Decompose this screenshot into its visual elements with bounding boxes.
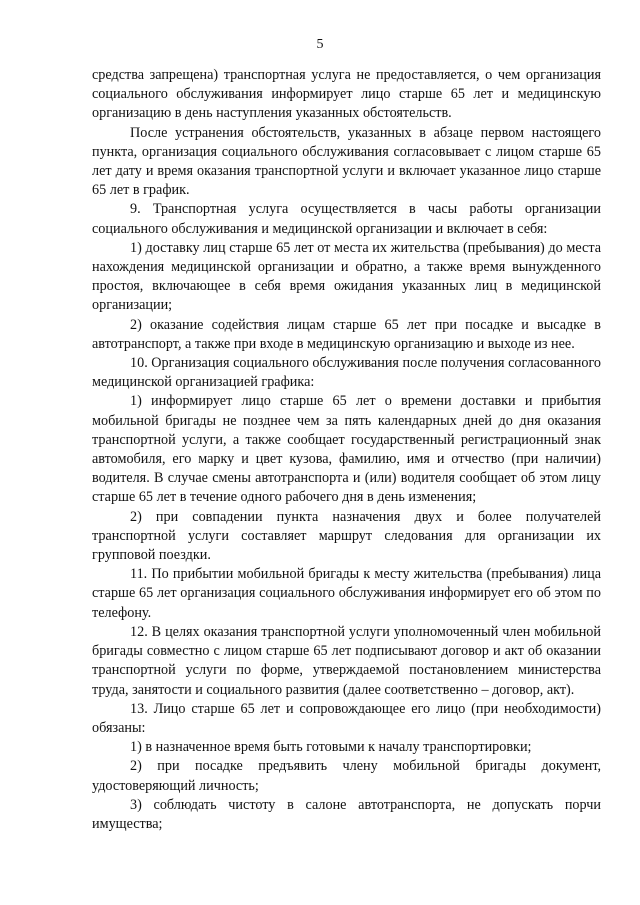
paragraph: После устранения обстоятельств, указанных в абзаце первом настоящего пункта, организация социального обслуживания согласовывает с лицом старше 65 лет дату и время оказания транспортной услуги и включает указанное лицо старше 65 лет в график.	[92, 124, 601, 199]
paragraph: 1) в назначенное время быть готовыми к началу транспортировки;	[130, 739, 532, 756]
paragraph: 2) при посадке предъявить члену мобильной бригады документ, удостоверяющий личность;	[92, 758, 601, 794]
paragraph: средства запрещена) транспортная услуга не предоставляется, о чем организация социального обслуживания информирует лицо старше 65 лет и медицинскую организацию в день наступления указанных обстоятельств.	[92, 67, 601, 122]
paragraph: 11. По прибытии мобильной бригады к месту жительства (пребывания) лица старше 65 лет организация социального обслуживания информирует его об этом по телефону.	[92, 566, 601, 621]
paragraph: 10. Организация социального обслуживания после получения согласованного медицинской организацией графика:	[92, 355, 602, 391]
paragraph: 1) доставку лиц старше 65 лет от места их жительства (пребывания) до места нахождения медицинской организации и обратно, а также время вынужденного простоя, включающее в себя время ожидания указанных лиц в медицинской организации;	[92, 239, 601, 314]
paragraph: 9. Транспортная услуга осуществляется в часы работы организации социального обслуживания и медицинской организации и включает в себя:	[92, 201, 601, 237]
paragraph: 3) соблюдать чистоту в салоне автотранспорта, не допускать порчи имущества;	[92, 796, 601, 832]
document-body	[92, 66, 601, 834]
page-number: 5	[316, 37, 324, 52]
paragraph: 13. Лицо старше 65 лет и сопровождающее его лицо (при необходимости) обязаны:	[92, 700, 601, 736]
paragraph: 2) при совпадении пункта назначения двух и более получателей транспортной услуги составляет маршрут следования для организации их групповой поездки.	[92, 508, 601, 564]
paragraph: 12. В целях оказания транспортной услуги уполномоченный член мобильной бригады совместно с лицом старше 65 лет подписывают договор и акт об оказании транспортной услуги по форме, утверждаемой постановлением министерства труда, занятости и социального развития (далее соответственно – договор, акт).	[92, 623, 601, 698]
paragraph: 1) информирует лицо старше 65 лет о времени доставки и прибытия мобильной бригады не позднее чем за пять календарных дней до дня оказания транспортной услуги, а также сообщает государственный регистрационный знак автомобиля, его марку и цвет кузова, фамилию, имя и отчество (при наличии) водителя. В случае смены автотранспорта и (или) водителя сообщает об этом лицу старше 65 лет в течение одного рабочего дня в день изменения;	[92, 393, 601, 506]
paragraph: 2) оказание содействия лицам старше 65 лет при посадке и высадке в автотранспорт, а также при входе в медицинскую организацию и выходе из нее.	[92, 316, 601, 352]
